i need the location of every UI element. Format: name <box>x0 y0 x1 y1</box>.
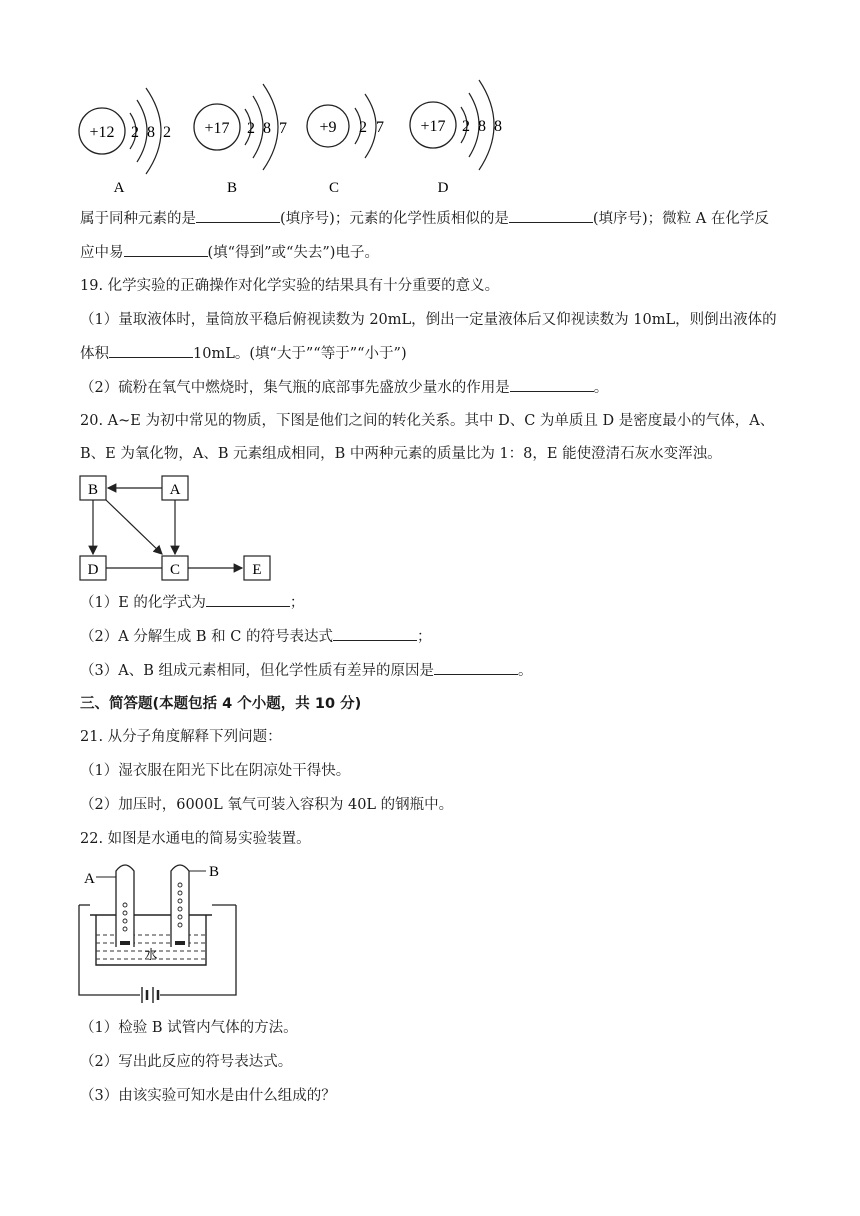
q22-part-3: （3）由该实验可知水是由什么组成的？ <box>80 1088 336 1104</box>
q20-text-3b: 。 <box>517 663 533 679</box>
arrow-b-to-c <box>106 500 162 554</box>
q18-text-2b: (填“得到”或“失去”)电子。 <box>207 245 379 261</box>
q20-blank-2[interactable] <box>333 626 417 641</box>
q20-part-1 <box>80 592 304 613</box>
atom-c-nucleus: +9 <box>319 119 337 136</box>
svg-text:D: D <box>87 562 99 578</box>
atom-a-shell-2: 8 <box>147 124 155 141</box>
q19-part-1-line-2 <box>80 343 407 364</box>
svg-text:A: A <box>169 482 181 498</box>
q20-stem-line-2: B、E 为氧化物，A、B 元素组成相同，B 中两种元素的质量比为 1：8，E 能使澄清石灰水变浑浊。 <box>80 446 722 462</box>
q18-blank-3[interactable] <box>124 242 208 257</box>
atom-c-shell-2: 7 <box>376 119 384 136</box>
q20-text-2a: （2）A 分解生成 B 和 C 的符号表达式 <box>80 629 333 645</box>
tube-b-label: B <box>209 864 220 880</box>
atom-a-label: A <box>113 180 125 196</box>
q19-part-2 <box>80 377 608 398</box>
water-label: 水 <box>144 947 158 962</box>
q18-text-1a: 属于同种元素的是 <box>80 211 196 227</box>
atom-d-shell-3: 8 <box>494 118 502 135</box>
atom-a-shell-3: 2 <box>163 124 171 141</box>
atom-structure-diagrams <box>0 0 860 200</box>
atom-d-nucleus: +17 <box>420 118 446 135</box>
node-b <box>80 476 106 500</box>
q18-blank-1[interactable] <box>196 208 280 223</box>
q18-line-2 <box>80 242 379 263</box>
q20-part-2 <box>80 626 432 647</box>
q19-text-2b: 。 <box>593 380 609 396</box>
q18-text-2a: 应中易 <box>80 245 124 261</box>
q20-text-3a: （3）A、B 组成元素相同，但化学性质有差异的原因是 <box>80 663 434 679</box>
svg-text:C: C <box>169 562 181 578</box>
test-tube-b <box>171 865 189 947</box>
q20-part-3 <box>80 660 532 681</box>
atom-b-label: B <box>226 180 238 196</box>
q20-text-2b: ； <box>417 629 432 645</box>
svg-text:E: E <box>252 562 262 578</box>
q19-text-2a: （2）硫粉在氧气中燃烧时，集气瓶的底部事先盛放少量水的作用是 <box>80 380 510 396</box>
node-a <box>162 476 188 500</box>
atom-d-shell-2: 8 <box>478 118 486 135</box>
q22-part-2: （2）写出此反应的符号表达式。 <box>80 1054 293 1070</box>
atom-b <box>194 84 287 170</box>
atom-a <box>79 88 171 174</box>
q20-text-1a: （1）E 的化学式为 <box>80 595 206 611</box>
node-e <box>244 556 270 580</box>
section-3-heading: 三、简答题(本题包括 4 个小题，共 10 分) <box>80 696 362 712</box>
atom-c-label: C <box>328 180 340 196</box>
atom-b-shell-1: 2 <box>247 120 255 137</box>
q22-part-1: （1）检验 B 试管内气体的方法。 <box>80 1020 298 1036</box>
q19-text-1c: 10mL。(填“大于”“等于”“小于”) <box>193 346 407 362</box>
q21-stem: 21. 从分子角度解释下列问题： <box>80 729 282 745</box>
atom-b-nucleus: +17 <box>204 120 230 137</box>
q19-blank-1[interactable] <box>109 343 193 358</box>
atom-a-shell-1: 2 <box>131 124 139 141</box>
q21-part-2: （2）加压时，6000L 氧气可装入容积为 40L 的钢瓶中。 <box>80 797 454 813</box>
atom-d-label: D <box>437 180 449 196</box>
q19-stem: 19. 化学实验的正确操作对化学实验的结果具有十分重要的意义。 <box>80 278 500 294</box>
q18-text-1b: (填序号)；元素的化学性质相似的是 <box>280 211 509 227</box>
q18-line-1 <box>80 208 769 229</box>
atom-b-shell-3: 7 <box>279 120 287 137</box>
q19-text-1b: 体积 <box>80 346 109 362</box>
q19-blank-2[interactable] <box>510 377 594 392</box>
q20-stem-line-1: 20. A~E 为初中常见的物质，下图是他们之间的转化关系。其中 D、C 为单质且 D 是密度最小的气体，A、 <box>80 413 775 429</box>
tube-a-label: A <box>84 871 95 887</box>
q19-part-1-line-1: （1）量取液体时，量筒放平稳后俯视读数为 20mL，倒出一定量液体后又仰视读数为 10mL，则倒出液体的 <box>80 312 777 328</box>
electrolysis-apparatus <box>76 855 266 1005</box>
atom-c-shell-1: 2 <box>359 119 367 136</box>
atom-a-nucleus: +12 <box>89 124 115 141</box>
electrode-a <box>120 941 130 945</box>
q18-blank-2[interactable] <box>509 208 593 223</box>
test-tube-a <box>116 865 134 947</box>
q20-conversion-diagram <box>70 470 370 590</box>
electrode-b <box>175 941 185 945</box>
q20-text-1b: ； <box>289 595 305 611</box>
q20-blank-1[interactable] <box>206 592 290 607</box>
atom-d <box>410 80 502 170</box>
atom-b-shell-2: 8 <box>263 120 271 137</box>
q22-stem: 22. 如图是水通电的简易实验装置。 <box>80 831 311 847</box>
node-d <box>80 556 106 580</box>
battery-icon <box>142 987 158 1003</box>
svg-text:B: B <box>87 482 99 498</box>
q20-blank-3[interactable] <box>434 660 518 675</box>
atom-d-shell-1: 2 <box>462 118 470 135</box>
node-c <box>162 556 188 580</box>
q21-part-1: （1）湿衣服在阳光下比在阴凉处干得快。 <box>80 763 351 779</box>
atom-c <box>307 94 384 158</box>
q18-text-1c: (填序号)；微粒 A 在化学反 <box>592 211 769 227</box>
